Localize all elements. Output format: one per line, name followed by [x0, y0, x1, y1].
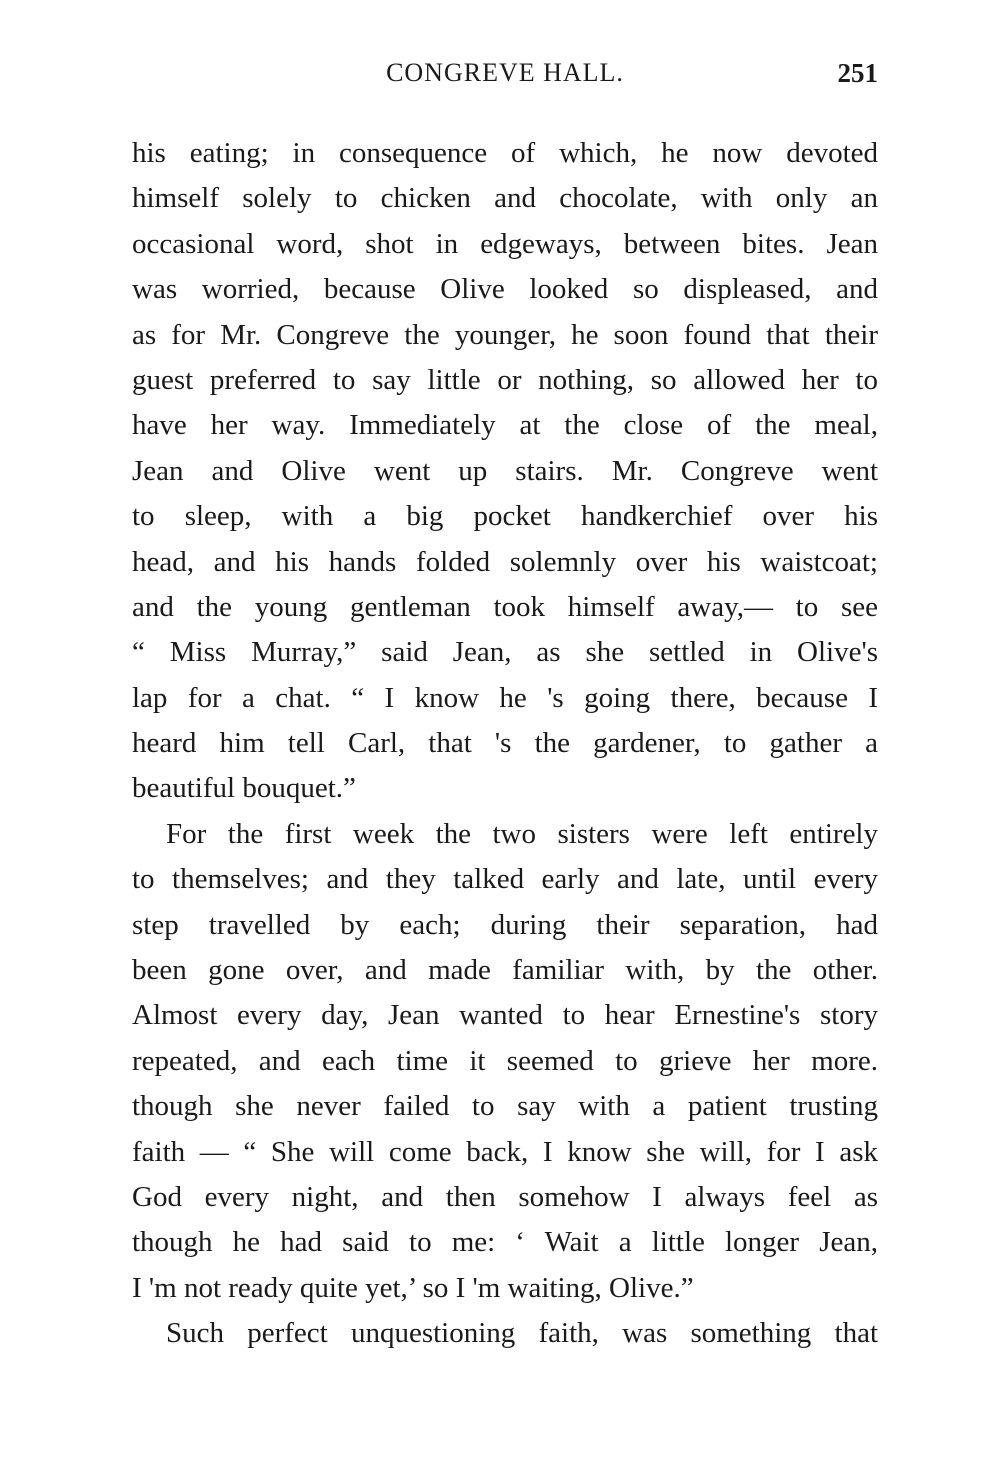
- text-line: beautiful bouquet.”: [132, 772, 356, 805]
- page-number: 251: [837, 58, 878, 88]
- text-line: step travelled by each; during their separation, had: [132, 908, 878, 941]
- text-line: though she never failed to say with a patient trusting: [132, 1090, 878, 1123]
- text-line: I 'm not ready quite yet,’ so I 'm waiting, Olive.”: [132, 1271, 694, 1304]
- text-line: and the young gentleman took himself away,— to see: [132, 590, 878, 623]
- text-line: Almost every day, Jean wanted to hear Ernestine's story: [132, 999, 878, 1032]
- running-head: CONGREVE HALL.: [386, 58, 624, 87]
- text-line: guest preferred to say little or nothing, so allowed her to: [132, 363, 878, 396]
- text-line: head, and his hands folded solemnly over his waistcoat;: [132, 545, 878, 578]
- text-line: to themselves; and they talked early and late, until every: [132, 863, 878, 896]
- text-line: repeated, and each time it seemed to grieve her more.: [132, 1044, 878, 1077]
- text-line: “ Miss Murray,” said Jean, as she settled in Olive's: [132, 636, 878, 669]
- page-header: [132, 58, 878, 98]
- text-line: For the first week the two sisters were left entirely: [166, 817, 878, 850]
- text-line: was worried, because Olive looked so displeased, and: [132, 273, 878, 306]
- text-line: have her way. Immediately at the close of the meal,: [132, 409, 878, 442]
- text-line: Such perfect unquestioning faith, was something that: [166, 1317, 878, 1350]
- text-line: as for Mr. Congreve the younger, he soon found that their: [132, 318, 878, 351]
- text-line: himself solely to chicken and chocolate, with only an: [132, 182, 878, 215]
- text-line: been gone over, and made familiar with, by the other.: [132, 954, 878, 987]
- text-line: God every night, and then somehow I always feel as: [132, 1180, 878, 1213]
- text-line: to sleep, with a big pocket handkerchief over his: [132, 500, 878, 533]
- text-line: heard him tell Carl, that 's the gardener, to gather a: [132, 727, 878, 760]
- text-line: Jean and Olive went up stairs. Mr. Congreve went: [132, 454, 878, 487]
- text-line: lap for a chat. “ I know he 's going there, because I: [132, 681, 878, 714]
- text-line: faith — “ She will come back, I know she will, for I ask: [132, 1135, 878, 1168]
- text-line: though he had said to me: ‘ Wait a little longer Jean,: [132, 1226, 878, 1259]
- text-line: occasional word, shot in edgeways, between bites. Jean: [132, 227, 878, 260]
- body-text: [132, 131, 878, 1357]
- text-line: his eating; in consequence of which, he now devoted: [132, 137, 878, 169]
